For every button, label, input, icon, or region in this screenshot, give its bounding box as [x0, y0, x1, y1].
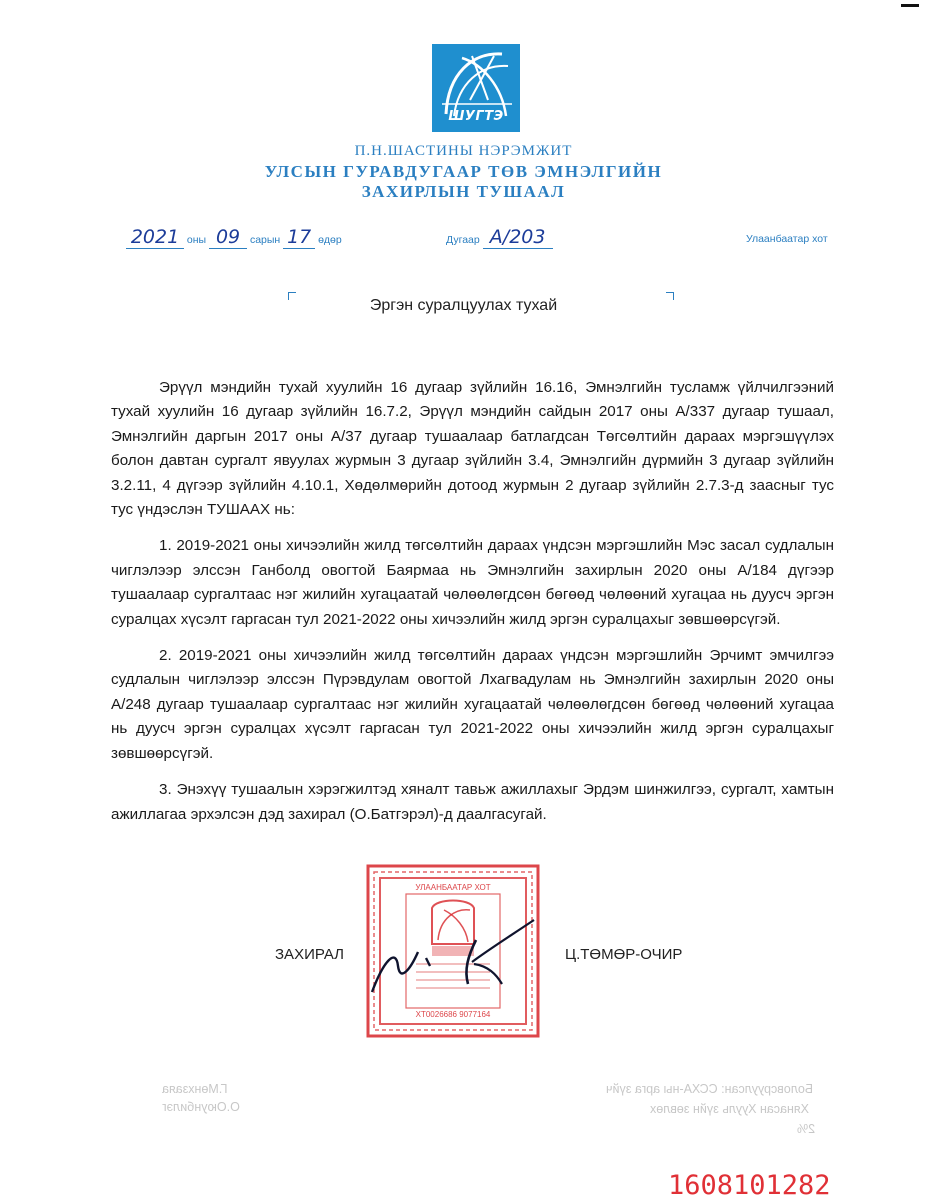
preamble-paragraph: Эрүүл мэндийн тухай хуулийн 16 дугаар зүйлийн 16.16, Эмнэлгийн тусламж үйлчилгээний тухай хуулийн 16 дугаар зүйлийн 16.7.2, Эрүүл мэндийн сайдын 2017 оны А/337 дугаар тушаал, Эмнэлгийн даргын 2017 оны А/37 дугаар тушаалаар батлагдсан Төгсөлтийн дараах мэргэшүүлэх болон давтан сургалт явуулах журмын 3 дугаар зүйлийн 3.4, Эмнэлгийн дүрмийн 3 дугаар зүйлийн 3.2.11, 4 дүгээр зүйлийн 4.10.1, Хөдөлмөрийн дотоод журмын 2 дугаар зүйлийн 2.7.3-д заасныг тус тус үндэслэн ТУШААХ нь:	[111, 379, 834, 519]
bleed-through-line-2: Хянасан Хууль зүйн зөвлөх	[650, 1102, 809, 1116]
date-year-label: оны	[186, 234, 207, 246]
org-subtitle: П.Н.ШАСТИНЫ НЭРЭМЖИТ	[354, 143, 573, 159]
bleed-through-line-1: Боловсруулсан: ССХА-ны арга зүйч	[606, 1082, 814, 1096]
date-month-label: сарын	[249, 234, 281, 246]
bleed-through-line-3: 2%	[797, 1122, 816, 1136]
hospital-logo	[432, 44, 520, 132]
scan-corner-mark	[901, 4, 919, 7]
bleed-through-right-1: Г.Мөнхзаяа	[162, 1082, 228, 1096]
order-item-3: 3. Энэхүү тушаалын хэрэгжилтэд хяналт тавьж ажиллахыг Эрдэм шинжилгээ, сургалт, хамтын ажиллагаа эрхэлсэн дэд захирал (О.Батгэрэл)-д даалгасугай.	[111, 781, 834, 823]
date-month: 09	[209, 226, 247, 249]
document-type: ЗАХИРЛЫН ТУШААЛ	[361, 182, 566, 201]
document-body	[111, 376, 834, 839]
seal-bottom-text: ХТ0026686 9077164	[415, 1010, 491, 1019]
order-number-row	[446, 226, 553, 249]
order-number-label: Дугаар	[446, 234, 480, 246]
order-item-1: 1. 2019-2021 оны хичээлийн жилд төгсөлтийн дараах үндсэн мэргэшлийн Мэс засал судлалын чиглэлээр элссэн Ганболд овогтой Баярмаа нь Эмнэлгийн захирлын 2020 оны А/184 дүгээр тушаалаар сургалтаас нэг жилийн хугацаатай чөлөөлөгдсөн бөгөөд чөлөөний хугацаа нь дуусч эргэн суралцах хүсэлт гаргасан тул 2021-2022 оны хичээлийн жилд эргэн суралцахыг зөвшөөрсүгэй.	[111, 537, 834, 628]
serial-number: 1608101282	[668, 1170, 831, 1200]
document-title: Эргэн суралцуулах тухай	[369, 297, 558, 314]
bleed-through-right-2: О.Оюунбилэг	[162, 1100, 240, 1114]
org-name: УЛСЫН ГУРАВДУГААР ТӨВ ЭМНЭЛГИЙН	[264, 162, 663, 181]
date-year: 2021	[126, 226, 184, 249]
order-item-2: 2. 2019-2021 оны хичээлийн жилд төгсөлтийн дараах үндсэн мэргэшлийн Эрчимт эмчилгээ судлалын чиглэлээр элссэн Пүрэвдулам овогтой Лхагвадулам нь Эмнэлгийн захирлын 2020 оны А/248 дугаар тушаалаар сургалтаас нэг жилийн хугацаатай чөлөөлөгдсөн бөгөөд чөлөөний хугацаа нь дуусч эргэн суралцах хүсэлт гаргасан тул 2021-2022 оны хичээлийн жилд эргэн суралцахыг зөвшөөрсүгэй.	[111, 647, 834, 762]
signatory-name: Ц.ТӨМӨР-ОЧИР	[565, 946, 683, 963]
date-day: 17	[283, 226, 315, 249]
date-row	[126, 226, 342, 249]
seal-top-text: УЛААНБААТАР ХОТ	[415, 883, 491, 892]
order-number: А/203	[483, 226, 553, 249]
signatory-position: ЗАХИРАЛ	[275, 946, 345, 963]
handwritten-signature	[364, 900, 554, 1000]
date-day-label: өдөр	[318, 234, 342, 246]
logo-text: ШУГТЭ	[448, 109, 504, 124]
city: Улаанбаатар хот	[746, 233, 828, 245]
